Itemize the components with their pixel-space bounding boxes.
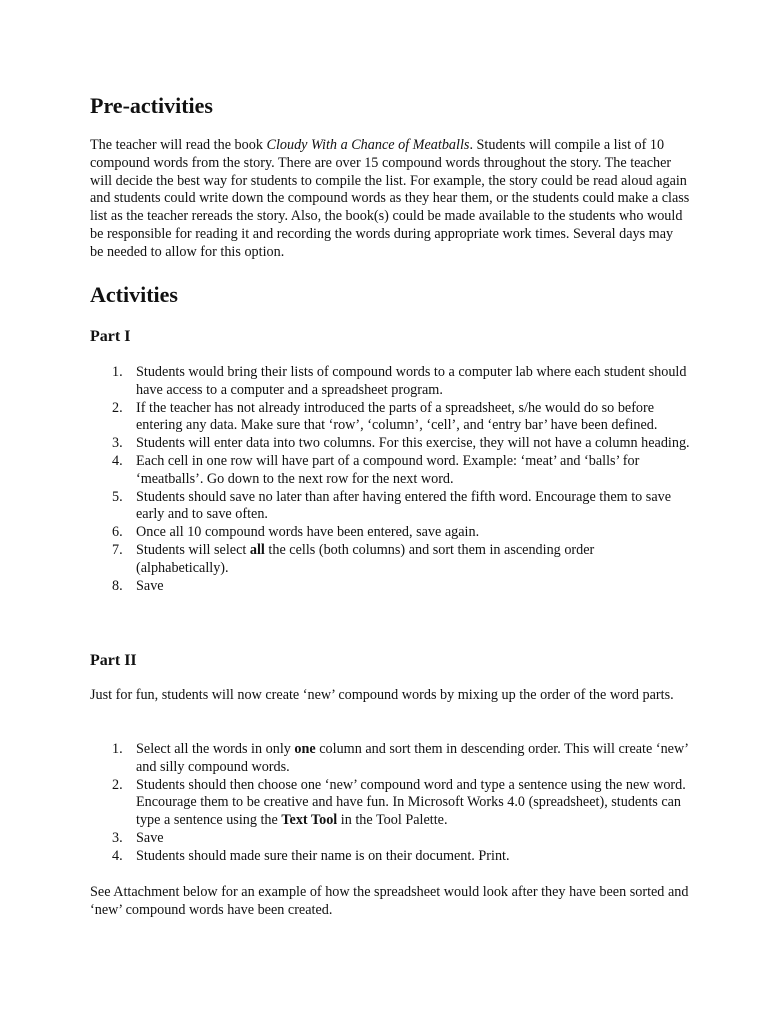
list-item-number: 1. <box>112 364 123 380</box>
list-item-text-start: Students will select <box>136 541 250 558</box>
list-item-number: 4. <box>112 847 123 864</box>
list-item <box>90 830 690 848</box>
list-item-text-end: the cells (both columns) and sort them in ascending order (alphabetically). <box>136 541 595 576</box>
list-item-text-end: column and sort them in descending order. This will create ‘new’ and silly compound words. <box>136 741 688 775</box>
list-item <box>90 489 690 525</box>
part-one-list <box>90 364 690 595</box>
list-item-text-start: Students should then choose one ‘new’ compound word and type a sentence using the new word. Encourage them to be creative and have fun. In Microsoft Works 4.0 (spreadsheet), students can type a sentence using the <box>136 776 686 829</box>
list-item-text: Students should save no later than after having entered the fifth word. Encourage them to save early and to save often. <box>136 488 672 523</box>
list-item-text: Once all 10 compound words have been entered, save again. <box>136 524 480 541</box>
part-two-intro: Just for fun, students will now create ‘new’ compound words by mixing up the order of the word parts. <box>90 687 674 703</box>
book-title: Cloudy With a Chance of Meatballs <box>266 137 470 153</box>
list-item-number: 2. <box>112 776 123 793</box>
list-item <box>90 524 690 542</box>
list-item-text-start: Select all the words in only <box>136 741 295 757</box>
list-item <box>90 777 690 830</box>
list-item <box>90 400 690 436</box>
list-item <box>90 741 690 777</box>
list-item <box>90 364 690 400</box>
list-item-number: 5. <box>112 488 123 505</box>
list-item-bold-word: all <box>249 541 265 558</box>
pre-activities-text-end: . Students will compile a list of 10 compound words from the story. There are over 15 compound words throughout the story. The teacher will decide the best way for students to compile the list. For example, the story could be read aloud again and students could write down the compound words as they hear them, or the students could make a class list as the teacher rereads the story. Also, the book(s) could be made available to the students who would be responsible for reading it and recording the words during appropriate work times. Several days may be needed to allow for this option. <box>90 137 690 260</box>
pre-activities-text-start: The teacher will read the book <box>90 137 267 153</box>
list-item-number: 2. <box>112 399 123 416</box>
list-item-text: If the teacher has not already introduced the parts of a spreadsheet, s/he would do so before entering any data. Make sure that ‘row’, ‘column’, ‘cell’, and ‘entry bar’ have been defined. <box>136 399 658 434</box>
list-item <box>90 435 690 453</box>
list-item-text: Students would bring their lists of compound words to a computer lab where each student should have access to a computer and a spreadsheet program. <box>136 364 687 398</box>
list-item-text: Students should made sure their name is on their document. Print. <box>136 847 510 864</box>
part-one-heading: Part I <box>90 328 131 345</box>
list-item-number: 7. <box>112 541 123 558</box>
list-item-text: Each cell in one row will have part of a compound word. Example: ‘meat’ and ‘balls’ for ‘meatballs’. Go down to the next row for the next word. <box>136 452 640 487</box>
list-item-number: 3. <box>112 435 123 452</box>
list-item-number: 3. <box>112 829 123 846</box>
list-item <box>90 542 690 578</box>
list-item-text: Save <box>136 829 164 846</box>
list-item-bold-word: one <box>294 741 316 757</box>
pre-activities-paragraph <box>90 137 690 262</box>
pre-activities-heading: Pre-activities <box>90 93 213 118</box>
list-item-number: 6. <box>112 524 123 541</box>
part-two-list <box>90 741 690 866</box>
list-item <box>90 578 690 596</box>
list-item-number: 4. <box>112 452 123 469</box>
list-item-bold-word: Text Tool <box>281 812 338 829</box>
list-item <box>90 453 690 489</box>
list-item-text: Save <box>136 577 164 594</box>
part-two-heading: Part II <box>90 652 137 669</box>
closing-paragraph: See Attachment below for an example of how the spreadsheet would look after they have been sorted and ‘new’ compound words have been created. <box>90 884 689 918</box>
list-item-text: Students will enter data into two columns. For this exercise, they will not have a column heading. <box>136 435 690 452</box>
list-item-number: 1. <box>112 741 123 757</box>
list-item <box>90 848 690 866</box>
list-item-number: 8. <box>112 577 123 594</box>
activities-heading: Activities <box>90 282 178 307</box>
list-item-text-end: in the Tool Palette. <box>337 812 448 829</box>
